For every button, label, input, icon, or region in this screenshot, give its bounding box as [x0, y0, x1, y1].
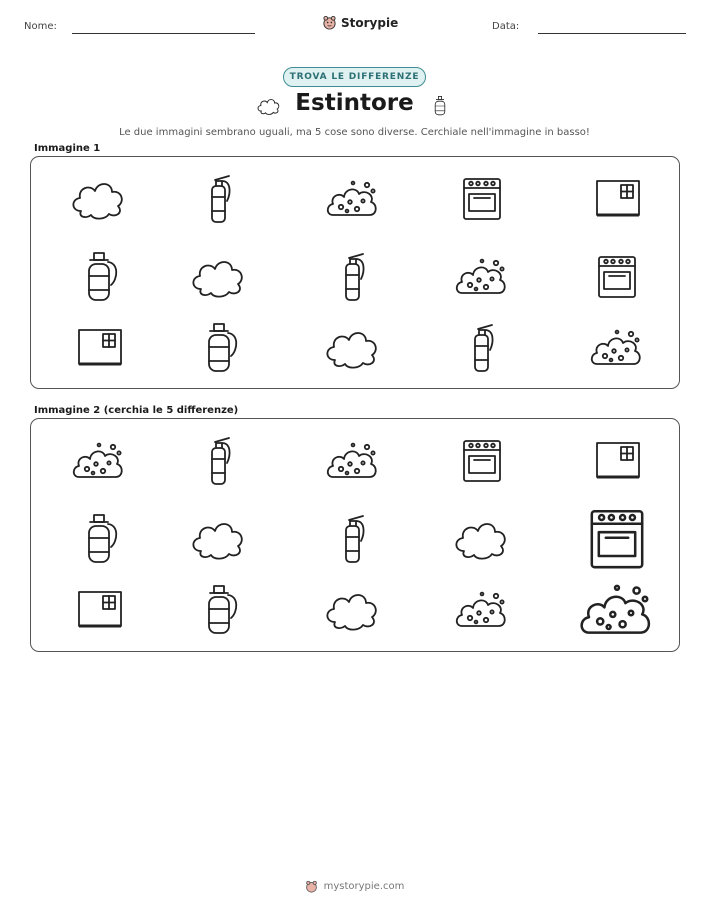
image2-label: Immagine 2 (cerchia le 5 differenze) [34, 405, 239, 416]
date-field[interactable] [538, 33, 686, 34]
smoke-cloud-icon[interactable] [323, 582, 383, 638]
name-field[interactable] [72, 33, 255, 34]
date-label: Data: [492, 21, 520, 32]
gas-tank-icon[interactable] [189, 582, 249, 638]
smoke-cloud-icon [69, 171, 129, 227]
foam-bubbles-icon[interactable] [575, 571, 659, 649]
foam-bubbles-icon [323, 171, 383, 227]
foam-bubbles-icon [452, 249, 512, 305]
image1-panel [30, 156, 680, 389]
smoke-cloud-icon[interactable] [452, 511, 512, 567]
footer-site: mystorypie.com [323, 881, 405, 892]
smoke-cloud-icon [323, 320, 383, 376]
footer [0, 880, 709, 893]
window-wall-icon [69, 320, 129, 376]
smoke-cloud-icon [189, 249, 249, 305]
instructions: Le due immagini sembrano uguali, ma 5 cose sono diverse. Cerchiale nell'immagine in basso! [119, 127, 590, 138]
gas-tank-icon [189, 320, 249, 376]
image2-panel[interactable] [30, 418, 680, 652]
window-wall-icon[interactable] [69, 582, 129, 638]
worksheet-type-badge: TROVA LE DIFFERENZE [283, 67, 426, 87]
foam-bubbles-icon[interactable] [452, 582, 512, 638]
stove-oven-icon [587, 249, 647, 305]
stove-oven-icon [452, 171, 512, 227]
fire-extinguisher-icon [452, 320, 512, 376]
window-wall-icon[interactable] [587, 433, 647, 489]
gas-tank-icon[interactable] [69, 511, 129, 567]
stove-oven-icon[interactable] [575, 500, 659, 578]
image1-label: Immagine 1 [34, 143, 101, 154]
foam-bubbles-icon[interactable] [323, 433, 383, 489]
brand-logo [322, 15, 398, 30]
fire-extinguisher-icon[interactable] [189, 433, 249, 489]
name-label: Nome: [24, 21, 57, 32]
foam-bubbles-icon[interactable] [69, 433, 129, 489]
title-tank-icon [428, 91, 452, 121]
fire-extinguisher-icon [323, 249, 383, 305]
fire-extinguisher-icon [189, 171, 249, 227]
storypie-mascot-icon [305, 880, 318, 893]
stove-oven-icon[interactable] [452, 433, 512, 489]
smoke-cloud-icon[interactable] [189, 511, 249, 567]
fire-extinguisher-icon[interactable] [323, 511, 383, 567]
window-wall-icon [587, 171, 647, 227]
brand-name: Storypie [341, 15, 399, 30]
gas-tank-icon [69, 249, 129, 305]
storypie-mascot-icon [322, 15, 337, 30]
page-title: Estintore [295, 90, 414, 116]
foam-bubbles-icon [587, 320, 647, 376]
title-cloud-icon [254, 94, 284, 118]
